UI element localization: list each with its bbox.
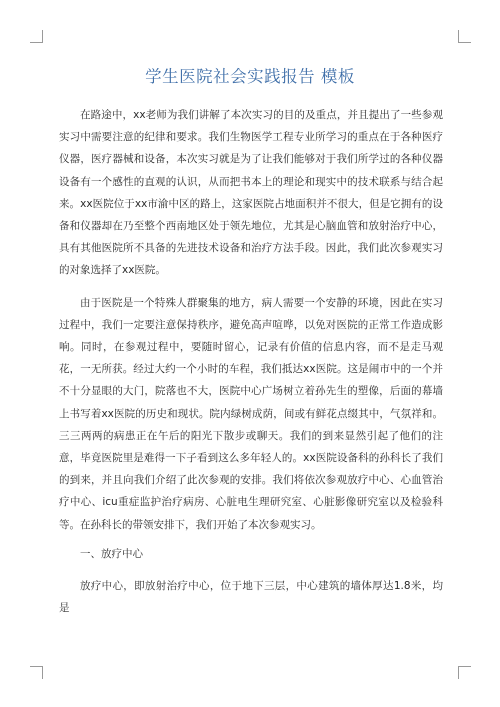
paragraph-radiotherapy: 放疗中心，即放射治疗中心，位于地下三层，中心建筑的墙体厚达1.8米，均是 <box>59 579 443 615</box>
crop-mark-bottom-right <box>458 666 471 679</box>
paragraph-visit: 由于医院是一个特殊人群聚集的地方，病人需要一个安静的环境，因此在实习过程中，我们一定要注意保持秩序，避免高声喧哗，以免对医院的正常工作造成影响。同时，在参观过程中，要随时留心，记录有价值的信息内容，而不是走马观花，一无所获。经过大约一个小时的车程，我们抵达xx医院。这是闹市中的一个并不十分显眼的大门，院落也不大，医院中心广场树立着孙先生的塑像，后面的幕墙上书写着xx医院的历史和现状。院内绿树成荫，间或有鲜花点缀其中，气氛祥和。三三两两的病患正在午后的阳光下散步或聊天。我们的到来显然引起了他们的注意，毕竟医院里是难得一下子看到这么多年轻人的。xx医院设备科的孙科长了我们的到来，并且向我们介绍了此次参观的安排。我们将依次参观放疗中心、心血管治疗中心、icu重症监护治疗病房、心脏电生理研究室、心脏影像研究室以及检验科等。在孙科长的带领安排下，我们开始了本次参观实习。 <box>59 296 443 531</box>
paragraph-intro: 在路途中，xx老师为我们讲解了本次实习的目的及重点，并且提出了一些参观实习中需要注意的纪律和要求。我们生物医学工程专业所学习的重点在于各种医疗仪器，医疗器械和设备，本次实习就是为了让我们能够对于我们所学过的各种仪器设备有一个感性的直观的认识，从而把书本上的理论和现实中的技术联系与结合起来。xx医院位于xx市渝中区的路上，这家医院占地面积并不很大，但是它拥有的设备和仪器却在乃至整个西南地区处于领先地位，尤其是心脑血管和放射治疗中心，具有其他医院所不具备的先进技术设备和治疗方法手段。因此，我们此次参观实习的对象选择了xx医院。 <box>59 109 443 277</box>
section-heading: 一、放疗中心 <box>80 547 143 560</box>
document-body <box>59 104 443 619</box>
crop-mark-top-right <box>458 30 471 43</box>
crop-mark-top-left <box>30 30 43 43</box>
crop-mark-bottom-left <box>30 666 43 679</box>
document-title: 学生医院社会实践报告 模板 <box>145 67 355 86</box>
